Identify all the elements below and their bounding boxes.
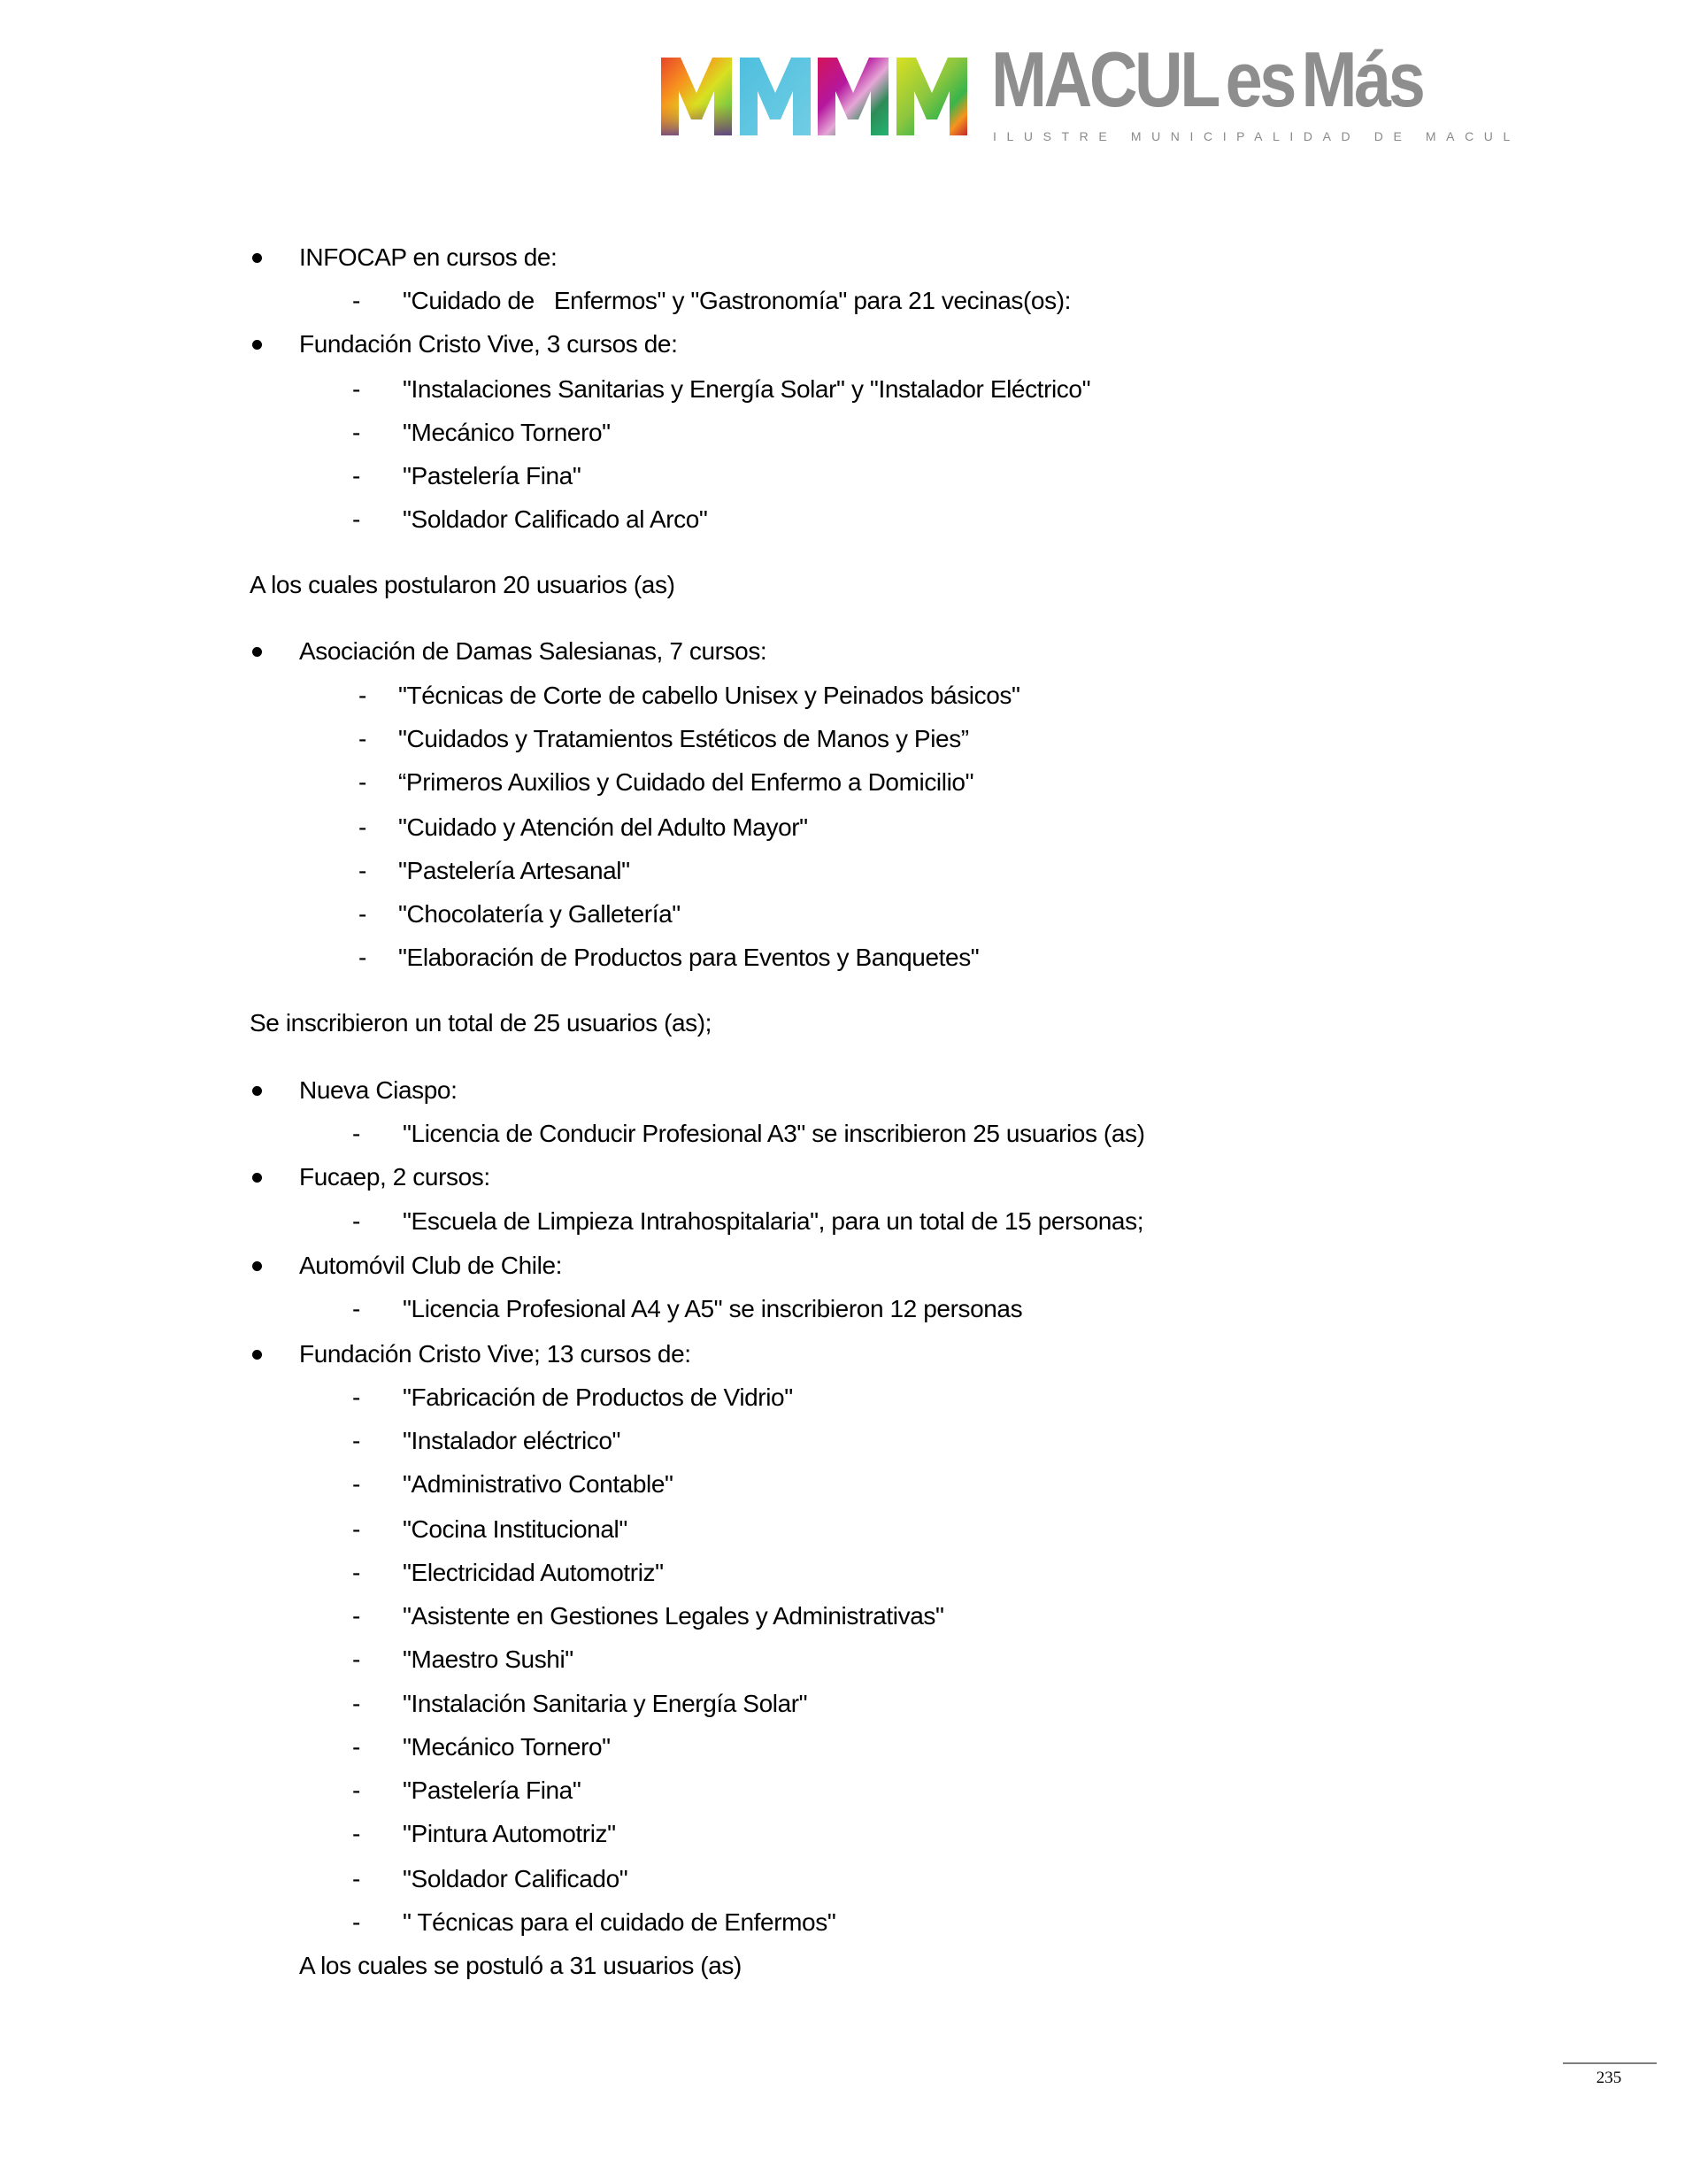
brand-wordmark — [991, 35, 1423, 123]
course-item: “Primeros Auxilios y Cuidado del Enfermo a Domicilio" — [398, 768, 974, 796]
course-item: "Cocina Institucional" — [403, 1515, 627, 1543]
course-item: "Pastelería Fina" — [403, 462, 581, 489]
course-item: "Instalador eléctrico" — [403, 1427, 621, 1454]
dash-icon: - — [352, 1645, 361, 1673]
dash-icon: - — [358, 857, 367, 884]
dash-icon: - — [352, 1776, 361, 1804]
dash-icon: - — [352, 419, 361, 446]
brand-subtitle: ILUSTRE MUNICIPALIDAD DE MACUL — [993, 129, 1520, 143]
dash-icon: - — [352, 1733, 361, 1761]
dash-icon: - — [358, 682, 367, 709]
course-item: "Instalación Sanitaria y Energía Solar" — [403, 1690, 808, 1717]
letter-m-4 — [896, 58, 967, 135]
course-item: "Administrativo Contable" — [403, 1470, 673, 1498]
bullet-heading: INFOCAP en cursos de: — [299, 243, 558, 271]
bullet-heading: Fundación Cristo Vive; 13 cursos de: — [299, 1340, 691, 1368]
dash-icon: - — [358, 768, 367, 796]
brand-mas: Más — [1301, 35, 1423, 123]
bullet-heading: Asociación de Damas Salesianas, 7 cursos: — [299, 637, 767, 665]
bullet-heading: Automóvil Club de Chile: — [299, 1252, 562, 1279]
dash-icon: - — [352, 1908, 361, 1936]
dash-icon: - — [352, 505, 361, 533]
course-item: "Cuidado y Atención del Adulto Mayor" — [398, 813, 808, 841]
footer-divider — [1563, 2062, 1657, 2064]
bullet-icon — [252, 647, 262, 657]
dash-icon: - — [352, 1820, 361, 1847]
course-item: "Asistente en Gestiones Legales y Administrativas" — [403, 1602, 944, 1630]
dash-icon: - — [352, 1690, 361, 1717]
course-item: "Fabricación de Productos de Vidrio" — [403, 1383, 793, 1411]
dash-icon: - — [352, 1427, 361, 1454]
course-item: "Elaboración de Productos para Eventos y Banquetes" — [398, 944, 980, 971]
dash-icon: - — [352, 462, 361, 489]
dash-icon: - — [358, 725, 367, 752]
course-item: "Escuela de Limpieza Intrahospitalaria", para un total de 15 personas; — [403, 1207, 1144, 1235]
dash-icon: - — [352, 1515, 361, 1543]
course-item: "Técnicas de Corte de cabello Unisex y Peinados básicos" — [398, 682, 1020, 709]
bullet-icon — [252, 340, 262, 350]
summary-paragraph: Se inscribieron un total de 25 usuarios (as); — [250, 1009, 712, 1037]
bullet-icon — [252, 1173, 262, 1183]
course-item: "Licencia de Conducir Profesional A3" se inscribieron 25 usuarios (as) — [403, 1120, 1145, 1147]
dash-icon: - — [352, 1120, 361, 1147]
dash-icon: - — [352, 1295, 361, 1322]
course-item: "Pastelería Fina" — [403, 1776, 581, 1804]
dash-icon: - — [358, 900, 367, 928]
course-item: "Pintura Automotriz" — [403, 1820, 616, 1847]
brand-es: es — [1225, 35, 1294, 123]
course-item: "Cuidados y Tratamientos Estéticos de Manos y Pies” — [398, 725, 969, 752]
dash-icon: - — [358, 944, 367, 971]
bullet-icon — [252, 1350, 262, 1360]
summary-paragraph: A los cuales postularon 20 usuarios (as) — [250, 571, 675, 598]
summary-paragraph: A los cuales se postuló a 31 usuarios (as) — [299, 1952, 742, 1979]
bullet-icon — [252, 1261, 262, 1271]
bullet-icon — [252, 1086, 262, 1096]
municipality-logo — [659, 35, 1520, 150]
dash-icon: - — [352, 287, 361, 314]
brand-macul: MACUL — [991, 35, 1219, 123]
dash-icon: - — [352, 1559, 361, 1586]
course-item: "Maestro Sushi" — [403, 1645, 573, 1673]
bullet-heading: Fundación Cristo Vive, 3 cursos de: — [299, 330, 678, 358]
course-item: "Pastelería Artesanal" — [398, 857, 630, 884]
letter-m-2 — [740, 58, 811, 135]
course-item: "Cuidado de Enfermos" y "Gastronomía" para 21 vecinas(os): — [403, 287, 1072, 314]
course-item: "Soldador Calificado" — [403, 1865, 628, 1892]
dash-icon: - — [352, 1207, 361, 1235]
course-item: "Electricidad Automotriz" — [403, 1559, 664, 1586]
bullet-heading: Fucaep, 2 cursos: — [299, 1163, 490, 1191]
dash-icon: - — [352, 1602, 361, 1630]
dash-icon: - — [352, 375, 361, 403]
course-item: "Chocolatería y Galletería" — [398, 900, 681, 928]
course-item: " Técnicas para el cuidado de Enfermos" — [403, 1908, 836, 1936]
dash-icon: - — [352, 1470, 361, 1498]
mmmm-logo-mark-icon — [659, 58, 969, 135]
dash-icon: - — [352, 1383, 361, 1411]
course-item: "Instalaciones Sanitarias y Energía Solar" y "Instalador Eléctrico" — [403, 375, 1091, 403]
course-item: "Soldador Calificado al Arco" — [403, 505, 708, 533]
course-item: "Licencia Profesional A4 y A5" se inscribieron 12 personas — [403, 1295, 1023, 1322]
course-item: "Mecánico Tornero" — [403, 1733, 611, 1761]
dash-icon: - — [358, 813, 367, 841]
page-number: 235 — [1596, 2069, 1622, 2087]
course-item: "Mecánico Tornero" — [403, 419, 611, 446]
bullet-icon — [252, 253, 262, 263]
letter-m-1 — [661, 58, 732, 135]
dash-icon: - — [352, 1865, 361, 1892]
bullet-heading: Nueva Ciaspo: — [299, 1076, 458, 1104]
letter-m-3 — [818, 58, 889, 135]
